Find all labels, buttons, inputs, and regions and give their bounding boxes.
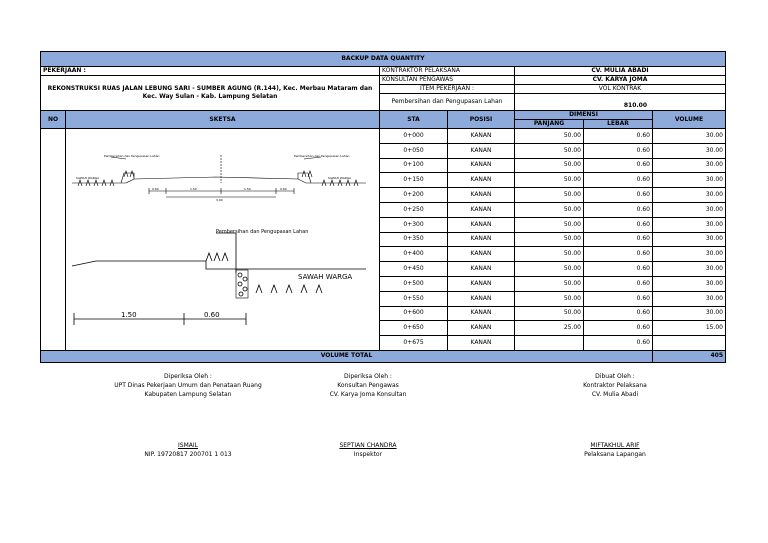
lebar-cell: 0.60 (584, 321, 653, 336)
sketch-label-top-right: Pembersihan dan Pengupasan Lahan (294, 154, 350, 158)
panjang-cell: 50.00 (515, 143, 584, 158)
lebar-cell: 0.60 (584, 202, 653, 217)
sign-role: Dibuat Oleh : (595, 373, 635, 380)
panjang-cell: 50.00 (515, 217, 584, 232)
panjang-cell: 25.00 (515, 321, 584, 336)
panjang-cell: 50.00 (515, 188, 584, 203)
posisi-cell: KANAN (448, 158, 515, 173)
volume-cell: 30.00 (653, 158, 726, 173)
signature-block (298, 372, 438, 459)
sketch-dim-c: 1.50 (244, 187, 251, 191)
lebar-cell: 0.60 (584, 306, 653, 321)
sta-cell: 0+000 (380, 129, 448, 144)
vol-kontrak-value: 810.00 (515, 94, 726, 111)
sign-role: Diperiksa Oleh : (164, 373, 212, 380)
volume-cell: 30.00 (653, 306, 726, 321)
detail-dim-2: 0.60 (204, 311, 220, 319)
volume-cell: 30.00 (653, 276, 726, 291)
col-no: NO (41, 111, 66, 129)
sta-cell: 0+300 (380, 217, 448, 232)
lebar-cell: 0.60 (584, 291, 653, 306)
volume-cell: 30.00 (653, 188, 726, 203)
detail-sawah: SAWAH WARGA (298, 273, 353, 281)
posisi-cell: KANAN (448, 232, 515, 247)
sketch-dim-total: 3.00 (216, 198, 223, 202)
lebar-cell: 0.60 (584, 173, 653, 188)
sign-org: Konsultan Pengawas (337, 382, 399, 389)
total-value: 405 (653, 350, 726, 362)
col-panjang: PANJANG (515, 120, 584, 129)
lebar-cell: 0.60 (584, 232, 653, 247)
col-lebar: LEBAR (584, 120, 653, 129)
konsultan-label: KONSULTAN PENGAWAS (380, 76, 515, 85)
lebar-cell: 0.60 (584, 188, 653, 203)
volume-cell: 30.00 (653, 143, 726, 158)
panjang-cell: 50.00 (515, 129, 584, 144)
sign-role: Diperiksa Oleh : (344, 373, 392, 380)
sign-org-2: CV. Mulia Abadi (591, 391, 639, 398)
total-label: VOLUME TOTAL (41, 350, 653, 362)
lebar-cell: 0.60 (584, 217, 653, 232)
sign-position: Inspektor (353, 451, 383, 458)
sta-cell: 0+500 (380, 276, 448, 291)
posisi-cell: KANAN (448, 262, 515, 277)
sta-cell: 0+600 (380, 306, 448, 321)
posisi-cell: KANAN (448, 129, 515, 144)
sketch-dim-a: 0.60 (152, 187, 159, 191)
posisi-cell: KANAN (448, 188, 515, 203)
pekerjaan-label: PEKERJAAN : (41, 67, 380, 76)
sta-cell: 0+350 (380, 232, 448, 247)
sta-cell: 0+200 (380, 188, 448, 203)
col-posisi: POSISI (448, 111, 515, 129)
panjang-cell (515, 336, 584, 351)
sta-cell: 0+100 (380, 158, 448, 173)
page-title: BACKUP DATA QUANTITY (41, 52, 726, 67)
posisi-cell: KANAN (448, 143, 515, 158)
panjang-cell: 50.00 (515, 306, 584, 321)
sign-name: ISMAIL (178, 442, 198, 449)
detail-label: Pembersihan dan Pengupasan Lahan (216, 229, 309, 235)
sign-name: MIFTAKHUL ARIF (590, 442, 640, 449)
panjang-cell: 50.00 (515, 202, 584, 217)
posisi-cell: KANAN (448, 336, 515, 351)
lebar-cell: 0.60 (584, 336, 653, 351)
sta-cell: 0+450 (380, 262, 448, 277)
signature-block (540, 372, 690, 459)
volume-cell: 30.00 (653, 173, 726, 188)
posisi-cell: KANAN (448, 291, 515, 306)
sta-cell: 0+150 (380, 173, 448, 188)
volume-cell: 30.00 (653, 247, 726, 262)
panjang-cell: 50.00 (515, 291, 584, 306)
lebar-cell: 0.60 (584, 262, 653, 277)
lebar-cell: 0.60 (584, 276, 653, 291)
col-dimensi: DIMENSI (515, 111, 653, 120)
sketch-dim-b: 1.50 (190, 187, 197, 191)
sta-cell: 0+550 (380, 291, 448, 306)
sign-org-2: Kabupaten Lampung Selatan (144, 391, 232, 398)
sign-org: Kontraktor Pelaksana (583, 382, 647, 389)
project-name: REKONSTRUKSI RUAS JALAN LEBUNG SARI - SUMBER AGUNG (R.144), Kec. Merbau Mataram dan Kec. Way Sulan - Kab. Lampung Selatan (41, 76, 380, 111)
volume-cell: 30.00 (653, 291, 726, 306)
sta-cell: 0+675 (380, 336, 448, 351)
volume-cell: 30.00 (653, 202, 726, 217)
posisi-cell: KANAN (448, 306, 515, 321)
signature-block (88, 372, 288, 459)
sign-org: UPT Dinas Pekerjaan Umum dan Penataan Ruang (114, 382, 262, 389)
sta-cell: 0+400 (380, 247, 448, 262)
sta-cell: 0+050 (380, 143, 448, 158)
panjang-cell: 50.00 (515, 247, 584, 262)
kontraktor-value: CV. MULIA ABADI (515, 67, 726, 76)
sign-position: NIP. 19720817 200701 1 013 (144, 451, 232, 458)
no-cell (41, 129, 66, 351)
sign-position: Pelaksana Lapangan (584, 451, 646, 458)
lebar-cell: 0.60 (584, 143, 653, 158)
sketch-label-top-left: Pembersihan dan Pengupasan Lahan (104, 154, 160, 158)
lebar-cell: 0.60 (584, 247, 653, 262)
panjang-cell: 50.00 (515, 276, 584, 291)
volume-cell: 30.00 (653, 232, 726, 247)
posisi-cell: KANAN (448, 173, 515, 188)
volume-cell (653, 336, 726, 351)
panjang-cell: 50.00 (515, 232, 584, 247)
sign-org-2: CV. Karya Joma Konsultan (329, 391, 407, 398)
posisi-cell: KANAN (448, 321, 515, 336)
kontraktor-label: KONTRAKTOR PELAKSANA (380, 67, 515, 76)
volume-cell: 15.00 (653, 321, 726, 336)
item-value: Pembersihan dan Pengupasan Lahan (380, 94, 515, 111)
sketch-dim-d: 0.60 (280, 187, 287, 191)
volume-cell: 30.00 (653, 262, 726, 277)
sta-cell: 0+250 (380, 202, 448, 217)
vol-kontrak-label: VOL KONTRAK (515, 85, 726, 94)
posisi-cell: KANAN (448, 247, 515, 262)
detail-dim-1: 1.50 (121, 311, 137, 319)
volume-cell: 30.00 (653, 217, 726, 232)
sketch-sawah-left: SAWAH WARGA (76, 176, 100, 180)
sign-name: SEPTIAN CHANDRA (339, 442, 397, 449)
posisi-cell: KANAN (448, 217, 515, 232)
item-label: ITEM PEKERJAAN : (380, 85, 515, 94)
lebar-cell: 0.60 (584, 129, 653, 144)
posisi-cell: KANAN (448, 276, 515, 291)
konsultan-value: CV. KARYA JOMA (515, 76, 726, 85)
col-volume: VOLUME (653, 111, 726, 129)
panjang-cell: 50.00 (515, 262, 584, 277)
col-sketsa: SKETSA (66, 111, 380, 129)
cross-section-sketch (66, 133, 378, 353)
sta-cell: 0+650 (380, 321, 448, 336)
volume-cell: 30.00 (653, 129, 726, 144)
col-sta: STA (380, 111, 448, 129)
posisi-cell: KANAN (448, 202, 515, 217)
lebar-cell: 0.60 (584, 158, 653, 173)
panjang-cell: 50.00 (515, 158, 584, 173)
panjang-cell: 50.00 (515, 173, 584, 188)
sketch-sawah-right: SAWAH WARGA (328, 176, 352, 180)
